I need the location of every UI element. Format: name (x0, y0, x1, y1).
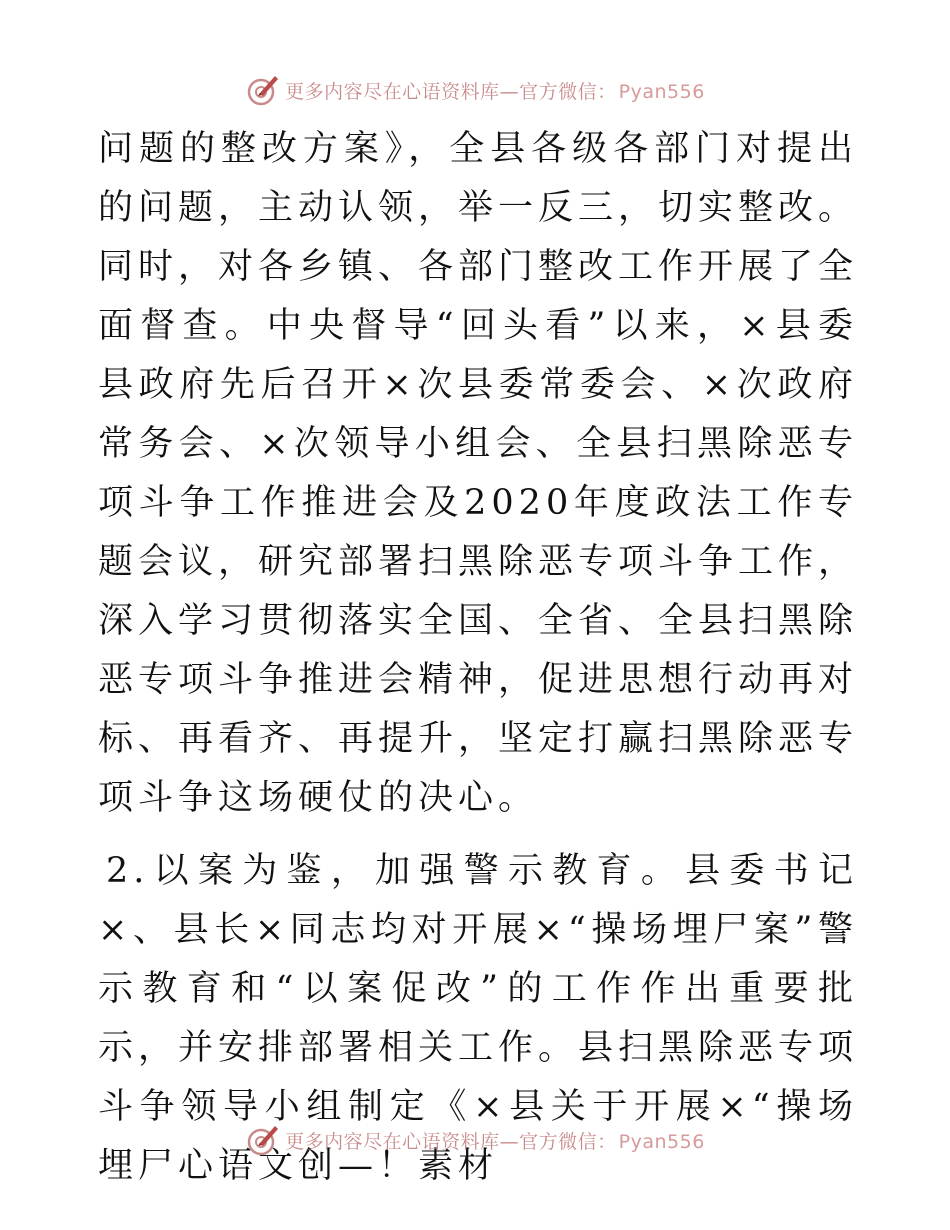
paragraph-1: 问题的整改方案》，全县各级各部门对提出的问题，主动认领，举一反三，切实整改。同时，对各乡镇、各部门整改工作开展了全面督查。中央督导“回头看”以来，×县委县政府先后召开×次县委常委会、×次政府常务会、×次领导小组会、全县扫黑除恶专项斗争工作推进会及2020年度政法工作专题会议，研究部署扫黑除恶专项斗争工作，深入学习贯彻落实全国、全省、全县扫黑除恶专项斗争推进会精神，促进思想行动再对标、再看齐、再提升，坚定打赢扫黑除恶专项斗争这场硬仗的决心。 (98, 129, 859, 818)
pen-quill-logo-icon (245, 1122, 281, 1158)
document-body (98, 120, 858, 1196)
watermark-wechat-id: Pyan556 (618, 1130, 705, 1153)
paragraph-2: 2.以案为鉴，加强警示教育。县委书记×、县长×同志均对开展×“操场埋尸案”警示教育和“以案促改”的工作作出重要批示，并安排部署相关工作。县扫黑除恶专项斗争领导小组制定《×县关于开展×“操场埋尸心语文创—！素材 (98, 851, 859, 1186)
watermark-wechat-id: Pyan556 (618, 80, 705, 103)
pen-quill-logo-icon (245, 72, 281, 108)
watermark-text: 更多内容尽在心语资料库—官方微信： Pyan556 (285, 1130, 705, 1153)
footer-watermark (0, 1120, 950, 1160)
header-watermark (0, 70, 950, 110)
watermark-text: 更多内容尽在心语资料库—官方微信： Pyan556 (285, 80, 705, 103)
